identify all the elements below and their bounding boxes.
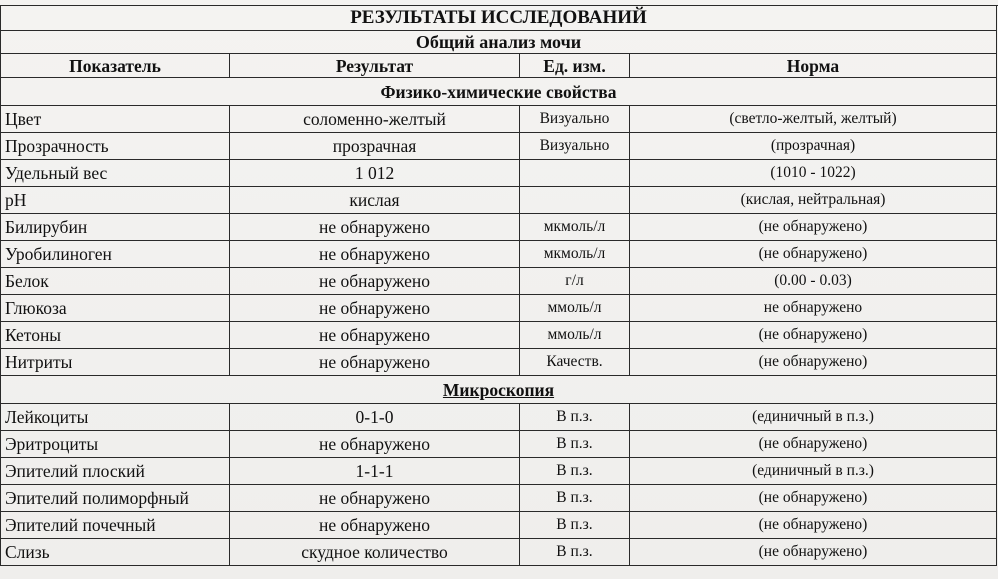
indicator-cell: Слизь [1, 539, 230, 566]
norm-cell: (0.00 - 0.03) [630, 268, 997, 295]
table-row [1, 485, 997, 512]
norm-cell: (единичный в п.з.) [630, 458, 997, 485]
norm-cell: (не обнаружено) [630, 214, 997, 241]
table-row [1, 404, 997, 431]
unit-cell: Качеств. [520, 349, 630, 376]
indicator-cell: Уробилиноген [1, 241, 230, 268]
indicator-cell: Цвет [1, 106, 230, 133]
unit-cell: Визуально [520, 106, 630, 133]
result-cell: не обнаружено [230, 485, 520, 512]
indicator-cell: Глюкоза [1, 295, 230, 322]
table-row [1, 160, 997, 187]
result-cell: не обнаружено [230, 431, 520, 458]
table-row [1, 512, 997, 539]
norm-cell: (не обнаружено) [630, 322, 997, 349]
unit-cell [520, 160, 630, 187]
section-title: Физико-химические свойства [380, 81, 617, 102]
table-row [1, 214, 997, 241]
norm-cell: (1010 - 1022) [630, 160, 997, 187]
indicator-cell: Белок [1, 268, 230, 295]
table-row [1, 322, 997, 349]
document-title: РЕЗУЛЬТАТЫ ИССЛЕДОВАНИЙ [1, 6, 997, 31]
indicator-cell: Прозрачность [1, 133, 230, 160]
unit-cell: г/л [520, 268, 630, 295]
unit-cell: В п.з. [520, 485, 630, 512]
analysis-name: Общий анализ мочи [1, 31, 997, 54]
unit-cell: ммоль/л [520, 295, 630, 322]
unit-cell: ммоль/л [520, 322, 630, 349]
result-cell: 1 012 [230, 160, 520, 187]
norm-cell: (не обнаружено) [630, 349, 997, 376]
indicator-cell: Нитриты [1, 349, 230, 376]
section-title: Микроскопия [442, 379, 555, 400]
table-row [1, 295, 997, 322]
section-title-cell [1, 376, 997, 404]
result-cell: не обнаружено [230, 214, 520, 241]
section-header-row [1, 376, 997, 404]
table-row [1, 458, 997, 485]
indicator-cell: Эпителий почечный [1, 512, 230, 539]
indicator-cell: Эпителий плоский [1, 458, 230, 485]
norm-cell: (не обнаружено) [630, 431, 997, 458]
result-cell: не обнаружено [230, 322, 520, 349]
header-norm: Норма [630, 54, 997, 78]
indicator-cell: Эпителий полиморфный [1, 485, 230, 512]
header-result: Результат [230, 54, 520, 78]
result-cell: 1-1-1 [230, 458, 520, 485]
norm-cell: (кислая, нейтральная) [630, 187, 997, 214]
header-unit: Ед. изм. [520, 54, 630, 78]
unit-cell: Визуально [520, 133, 630, 160]
norm-cell: (не обнаружено) [630, 539, 997, 566]
norm-cell: не обнаружено [630, 295, 997, 322]
table-row [1, 133, 997, 160]
header-row [1, 54, 997, 78]
result-cell: не обнаружено [230, 295, 520, 322]
indicator-cell: Удельный вес [1, 160, 230, 187]
section-header-row [1, 78, 997, 106]
norm-cell: (светло-желтый, желтый) [630, 106, 997, 133]
indicator-cell: Билирубин [1, 214, 230, 241]
header-indicator: Показатель [1, 54, 230, 78]
result-cell: не обнаружено [230, 241, 520, 268]
table-row [1, 187, 997, 214]
table-row [1, 241, 997, 268]
result-cell: кислая [230, 187, 520, 214]
result-cell: скудное количество [230, 539, 520, 566]
indicator-cell: Эритроциты [1, 431, 230, 458]
unit-cell: В п.з. [520, 539, 630, 566]
result-cell: не обнаружено [230, 512, 520, 539]
norm-cell: (не обнаружено) [630, 512, 997, 539]
norm-cell: (единичный в п.з.) [630, 404, 997, 431]
indicator-cell: Кетоны [1, 322, 230, 349]
norm-cell: (не обнаружено) [630, 485, 997, 512]
indicator-cell: pH [1, 187, 230, 214]
result-cell: не обнаружено [230, 268, 520, 295]
unit-cell: В п.з. [520, 404, 630, 431]
norm-cell: (прозрачная) [630, 133, 997, 160]
table-row [1, 349, 997, 376]
section-title-cell [1, 78, 997, 106]
table-row [1, 268, 997, 295]
subtitle-row [1, 31, 997, 54]
result-cell: соломенно-желтый [230, 106, 520, 133]
result-cell: прозрачная [230, 133, 520, 160]
norm-cell: (не обнаружено) [630, 241, 997, 268]
indicator-cell: Лейкоциты [1, 404, 230, 431]
table-row [1, 539, 997, 566]
result-cell: 0-1-0 [230, 404, 520, 431]
unit-cell: мкмоль/л [520, 241, 630, 268]
result-cell: не обнаружено [230, 349, 520, 376]
table-row [1, 106, 997, 133]
unit-cell: В п.з. [520, 458, 630, 485]
unit-cell: В п.з. [520, 512, 630, 539]
table-row [1, 431, 997, 458]
title-row [1, 6, 997, 31]
unit-cell: мкмоль/л [520, 214, 630, 241]
results-table [0, 5, 997, 566]
unit-cell: В п.з. [520, 431, 630, 458]
unit-cell [520, 187, 630, 214]
